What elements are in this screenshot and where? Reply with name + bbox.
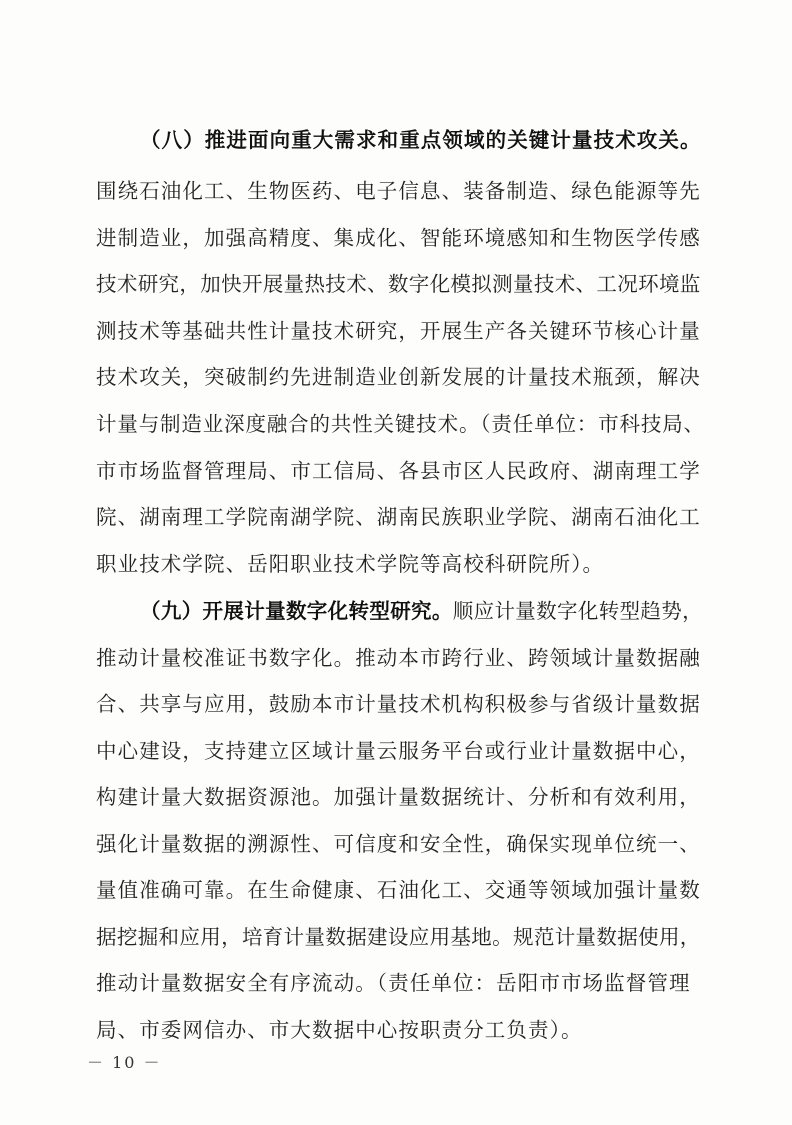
page-number: － 10 － [87, 1053, 162, 1072]
section-9-heading: （九）开展计量数字化转型研究。 [140, 599, 453, 623]
section-9-line-4: 构建计量大数据资源池。加强计量数据统计、分析和有效利用， [96, 785, 701, 809]
section-9-line-3: 中心建设，支持建立区域计量云服务平台或行业计量数据中心， [96, 739, 701, 763]
section-9-first-line [140, 597, 706, 625]
section-8-line-9: 职业技术学院、岳阳职业技术学院等高校科研院所）。 [96, 552, 605, 576]
section-8-line-2: 进制造业，加强高精度、集成化、智能环境感知和生物医学传感 [96, 226, 701, 250]
section-8-line-6: 计量与制造业深度融合的共性关键技术。（责任单位：市科技局、 [96, 412, 705, 436]
section-8-line-3: 技术研究，加快开展量热技术、数字化模拟测量技术、工况环境监 [96, 272, 701, 296]
section-8-line-4: 测技术等基础共性计量技术研究，开展生产各关键环节核心计量 [96, 319, 701, 343]
section-9-line-9: 局、市委网信办、市大数据中心按职责分工负责）。 [96, 1018, 583, 1042]
section-8-line-8: 院、湖南理工学院南湖学院、湖南民族职业学院、湖南石油化工 [96, 505, 701, 529]
section-8-heading: （八）推进面向重大需求和重点领域的关键计量技术攻关。 [140, 128, 702, 152]
section-9-line-7: 据挖掘和应用，培育计量数据建设应用基地。规范计量数据使用， [96, 925, 701, 949]
section-9-line-6: 量值准确可靠。在生命健康、石油化工、交通等领域加强计量数 [96, 878, 701, 902]
section-8-line-5: 技术攻关，突破制约先进制造业创新发展的计量技术瓶颈，解决 [96, 365, 701, 389]
section-9-line-1: 推动计量校准证书数字化。推动本市跨行业、跨领域计量数据融 [96, 646, 701, 670]
section-9-heading-rest: 顺应计量数字化转型趋势， [452, 599, 703, 623]
section-8-line-1: 围绕石油化工、生物医药、电子信息、装备制造、绿色能源等先 [96, 179, 701, 203]
section-9-line-2: 合、共享与应用，鼓励本市计量技术机构积极参与省级计量数据 [96, 692, 701, 716]
section-8-line-7: 市市场监督管理局、市工信局、各县市区人民政府、湖南理工学 [96, 459, 701, 483]
section-9-line-8: 推动计量数据安全有序流动。（责任单位：岳阳市市场监督管理 [96, 971, 691, 995]
section-9-line-5: 强化计量数据的溯源性、可信度和安全性，确保实现单位统一、 [96, 832, 701, 856]
